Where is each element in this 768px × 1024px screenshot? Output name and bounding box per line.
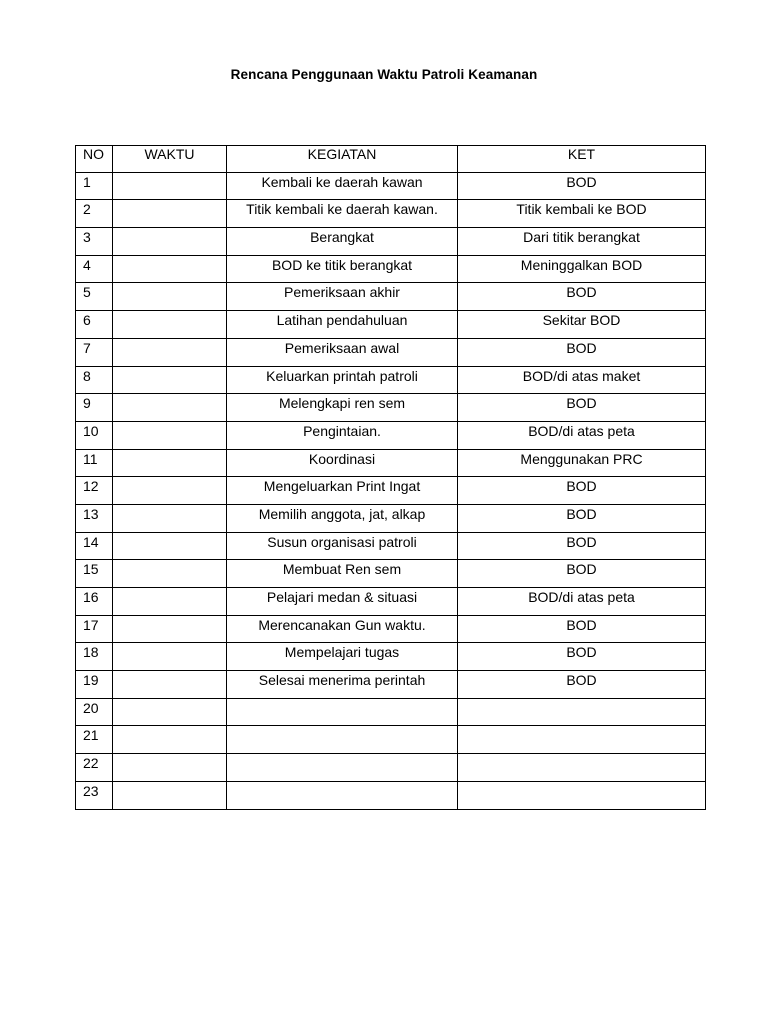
cell-waktu bbox=[113, 615, 227, 643]
table-row bbox=[76, 643, 706, 671]
cell-waktu bbox=[113, 560, 227, 588]
table-row bbox=[76, 477, 706, 505]
cell-ket: BOD/di atas peta bbox=[458, 421, 706, 449]
table-row bbox=[76, 338, 706, 366]
cell-kegiatan: Kembali ke daerah kawan bbox=[227, 172, 458, 200]
cell-kegiatan: Susun organisasi patroli bbox=[227, 532, 458, 560]
cell-waktu bbox=[113, 228, 227, 256]
cell-kegiatan: Melengkapi ren sem bbox=[227, 394, 458, 422]
cell-no: 9 bbox=[76, 394, 113, 422]
cell-ket: BOD bbox=[458, 560, 706, 588]
cell-ket bbox=[458, 698, 706, 726]
cell-no: 6 bbox=[76, 311, 113, 339]
cell-waktu bbox=[113, 366, 227, 394]
header-no: NO bbox=[76, 146, 113, 173]
cell-waktu bbox=[113, 671, 227, 699]
cell-no: 19 bbox=[76, 671, 113, 699]
cell-waktu bbox=[113, 200, 227, 228]
cell-kegiatan: Koordinasi bbox=[227, 449, 458, 477]
cell-no: 10 bbox=[76, 421, 113, 449]
cell-waktu bbox=[113, 311, 227, 339]
table-row bbox=[76, 615, 706, 643]
cell-no: 21 bbox=[76, 726, 113, 754]
cell-ket: BOD/di atas peta bbox=[458, 588, 706, 616]
cell-kegiatan: Membuat Ren sem bbox=[227, 560, 458, 588]
cell-ket bbox=[458, 726, 706, 754]
cell-ket: BOD bbox=[458, 172, 706, 200]
cell-ket: BOD/di atas maket bbox=[458, 366, 706, 394]
cell-kegiatan: Merencanakan Gun waktu. bbox=[227, 615, 458, 643]
cell-kegiatan: Pengintaian. bbox=[227, 421, 458, 449]
cell-ket: Titik kembali ke BOD bbox=[458, 200, 706, 228]
cell-waktu bbox=[113, 449, 227, 477]
cell-ket: BOD bbox=[458, 477, 706, 505]
table-row bbox=[76, 283, 706, 311]
cell-no: 2 bbox=[76, 200, 113, 228]
cell-waktu bbox=[113, 698, 227, 726]
cell-no: 22 bbox=[76, 754, 113, 782]
cell-no: 7 bbox=[76, 338, 113, 366]
cell-kegiatan: Selesai menerima perintah bbox=[227, 671, 458, 699]
table-row bbox=[76, 200, 706, 228]
table-row bbox=[76, 366, 706, 394]
cell-ket: Dari titik berangkat bbox=[458, 228, 706, 256]
cell-kegiatan: Berangkat bbox=[227, 228, 458, 256]
cell-no: 11 bbox=[76, 449, 113, 477]
cell-ket: BOD bbox=[458, 283, 706, 311]
cell-kegiatan bbox=[227, 698, 458, 726]
table-row bbox=[76, 671, 706, 699]
schedule-table bbox=[75, 145, 706, 810]
page-title: Rencana Penggunaan Waktu Patroli Keamanan bbox=[230, 67, 538, 82]
table-row bbox=[76, 532, 706, 560]
cell-no: 4 bbox=[76, 255, 113, 283]
cell-kegiatan: Memilih anggota, jat, alkap bbox=[227, 504, 458, 532]
cell-no: 15 bbox=[76, 560, 113, 588]
cell-no: 16 bbox=[76, 588, 113, 616]
table-row bbox=[76, 449, 706, 477]
cell-waktu bbox=[113, 643, 227, 671]
cell-waktu bbox=[113, 726, 227, 754]
table-row bbox=[76, 726, 706, 754]
cell-ket bbox=[458, 754, 706, 782]
cell-kegiatan: BOD ke titik berangkat bbox=[227, 255, 458, 283]
cell-no: 1 bbox=[76, 172, 113, 200]
header-kegiatan: KEGIATAN bbox=[227, 146, 458, 173]
table-row bbox=[76, 394, 706, 422]
cell-kegiatan bbox=[227, 781, 458, 809]
table-row bbox=[76, 781, 706, 809]
cell-ket: BOD bbox=[458, 532, 706, 560]
cell-waktu bbox=[113, 394, 227, 422]
table-row bbox=[76, 560, 706, 588]
table-body bbox=[76, 172, 706, 809]
cell-waktu bbox=[113, 477, 227, 505]
cell-waktu bbox=[113, 172, 227, 200]
cell-waktu bbox=[113, 532, 227, 560]
cell-kegiatan: Latihan pendahuluan bbox=[227, 311, 458, 339]
cell-no: 13 bbox=[76, 504, 113, 532]
cell-waktu bbox=[113, 421, 227, 449]
cell-waktu bbox=[113, 338, 227, 366]
header-ket: KET bbox=[458, 146, 706, 173]
cell-ket: BOD bbox=[458, 671, 706, 699]
cell-kegiatan: Pemeriksaan awal bbox=[227, 338, 458, 366]
cell-no: 8 bbox=[76, 366, 113, 394]
cell-kegiatan: Pemeriksaan akhir bbox=[227, 283, 458, 311]
cell-ket: Menggunakan PRC bbox=[458, 449, 706, 477]
cell-kegiatan: Titik kembali ke daerah kawan. bbox=[227, 200, 458, 228]
table-row bbox=[76, 754, 706, 782]
table-row bbox=[76, 228, 706, 256]
cell-no: 23 bbox=[76, 781, 113, 809]
table-row bbox=[76, 421, 706, 449]
cell-no: 14 bbox=[76, 532, 113, 560]
cell-waktu bbox=[113, 754, 227, 782]
cell-ket: BOD bbox=[458, 504, 706, 532]
cell-ket: BOD bbox=[458, 615, 706, 643]
cell-kegiatan: Pelajari medan & situasi bbox=[227, 588, 458, 616]
cell-no: 5 bbox=[76, 283, 113, 311]
table-row bbox=[76, 698, 706, 726]
table-row bbox=[76, 255, 706, 283]
cell-no: 18 bbox=[76, 643, 113, 671]
cell-waktu bbox=[113, 255, 227, 283]
table-row bbox=[76, 504, 706, 532]
cell-waktu bbox=[113, 504, 227, 532]
cell-kegiatan bbox=[227, 754, 458, 782]
cell-waktu bbox=[113, 588, 227, 616]
cell-ket: Meninggalkan BOD bbox=[458, 255, 706, 283]
table-row bbox=[76, 172, 706, 200]
cell-waktu bbox=[113, 283, 227, 311]
cell-kegiatan: Keluarkan printah patroli bbox=[227, 366, 458, 394]
cell-kegiatan: Mengeluarkan Print Ingat bbox=[227, 477, 458, 505]
cell-ket: Sekitar BOD bbox=[458, 311, 706, 339]
cell-ket: BOD bbox=[458, 338, 706, 366]
cell-no: 20 bbox=[76, 698, 113, 726]
header-waktu: WAKTU bbox=[113, 146, 227, 173]
table-header-row bbox=[76, 146, 706, 173]
cell-ket bbox=[458, 781, 706, 809]
table-row bbox=[76, 311, 706, 339]
cell-no: 17 bbox=[76, 615, 113, 643]
cell-kegiatan bbox=[227, 726, 458, 754]
cell-waktu bbox=[113, 781, 227, 809]
cell-no: 12 bbox=[76, 477, 113, 505]
cell-kegiatan: Mempelajari tugas bbox=[227, 643, 458, 671]
table-row bbox=[76, 588, 706, 616]
cell-ket: BOD bbox=[458, 394, 706, 422]
cell-no: 3 bbox=[76, 228, 113, 256]
cell-ket: BOD bbox=[458, 643, 706, 671]
